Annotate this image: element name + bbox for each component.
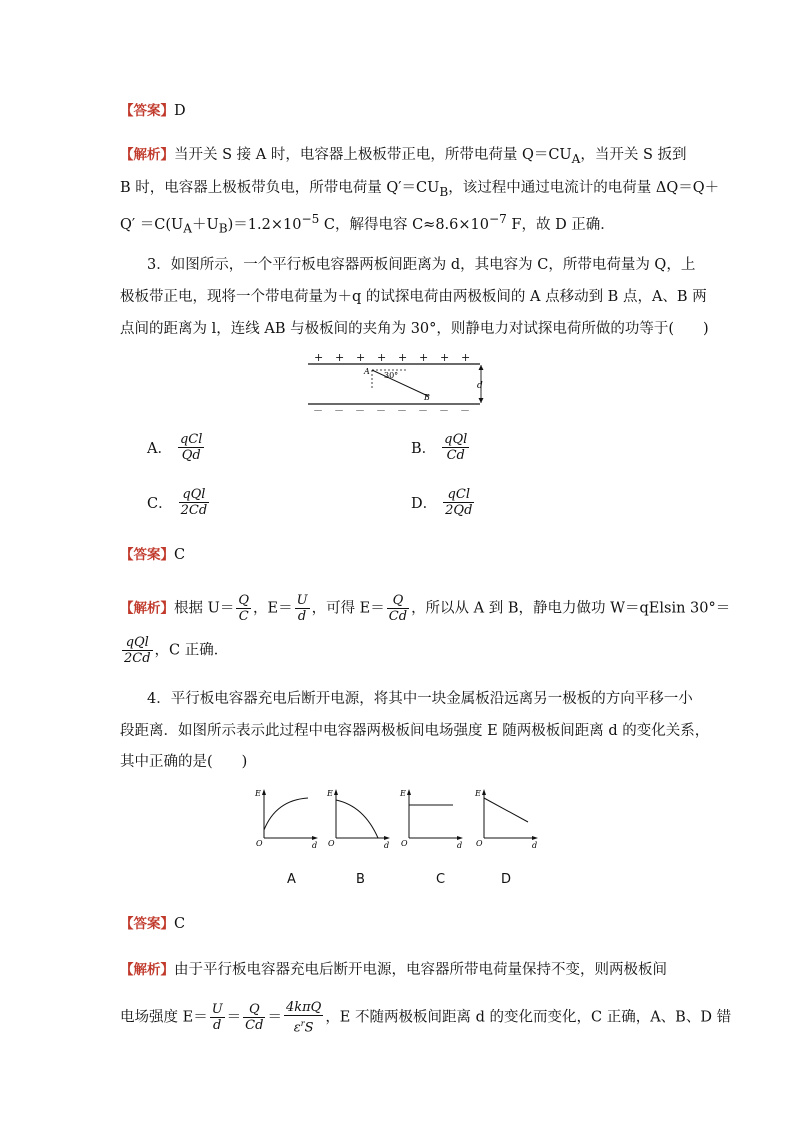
- graph-C: [397, 786, 469, 852]
- subscript: A: [571, 151, 581, 166]
- y-arrow: [407, 789, 411, 795]
- text: 根据 U＝: [174, 600, 235, 617]
- q4-answer: [120, 914, 185, 934]
- q2-analysis-line-1: [120, 145, 687, 169]
- curve: [484, 798, 528, 822]
- option-label: C．: [147, 496, 173, 512]
- fraction: [210, 1002, 225, 1033]
- numerator: Q: [243, 1002, 265, 1018]
- numerator: U: [211, 1002, 223, 1018]
- curve: [336, 800, 378, 838]
- numerator: qCl: [443, 487, 474, 503]
- fraction: [122, 635, 153, 666]
- q4-stem-line-3: 其中正确的是( ): [120, 754, 248, 770]
- fraction: [295, 593, 310, 624]
- denominator: Cd: [388, 609, 408, 624]
- denominator: d: [297, 609, 307, 624]
- text: ，可得 E＝: [311, 600, 385, 617]
- origin-label: O: [401, 839, 408, 848]
- plus-sign: +: [335, 351, 345, 364]
- numerator: Q: [238, 593, 250, 608]
- numerator: qCl: [179, 432, 203, 447]
- q4-analysis-line-1: [120, 960, 667, 980]
- analysis-tag: 【解析】: [120, 962, 174, 978]
- option-B: [411, 432, 471, 463]
- fraction: [179, 487, 210, 518]
- denominator: 2Qd: [445, 503, 473, 518]
- q2-answer: [120, 101, 186, 121]
- answer-value: C: [174, 916, 186, 932]
- y-arrow: [334, 789, 338, 795]
- text: 当开关 S 接 A 时，电容器上极板带正电，所带电荷量 Q＝CU: [174, 147, 572, 163]
- fraction: [284, 1000, 323, 1035]
- text: B 时，电容器上极板带负电，所带电荷量 Q′＝CU: [120, 180, 440, 196]
- capacitor-figure: [300, 348, 500, 416]
- plus-sign: +: [398, 351, 408, 364]
- graph-B: [324, 786, 396, 852]
- text: ，所以从 A 到 B，静电力做功 W＝qElsin 30°＝: [411, 600, 731, 617]
- origin-label: O: [256, 839, 263, 848]
- angle-label: 30°: [384, 371, 399, 380]
- option-label: A．: [147, 441, 172, 457]
- curve: [264, 798, 308, 830]
- q3-analysis-line-1: [120, 593, 730, 624]
- q3-answer: [120, 545, 185, 565]
- origin-label: O: [328, 839, 335, 848]
- axis-label-E: E: [475, 789, 481, 798]
- denominator: [284, 1016, 323, 1035]
- text: 由于平行板电容器充电后断开电源，电容器所带电荷量保持不变，则两极板间: [174, 962, 667, 978]
- answer-tag: 【答案】: [120, 916, 174, 932]
- q3-analysis-line-2: [120, 635, 228, 666]
- fraction: [243, 1002, 265, 1033]
- equals: ＝: [226, 1009, 242, 1026]
- arrow-head-up: [479, 365, 484, 370]
- numerator: qQl: [122, 635, 153, 651]
- q3-stem-line-1: 3．如图所示，一个平行板电容器两板间距离为 d，其电容为 C，所带电荷量为 Q，上: [147, 257, 696, 273]
- analysis-tag: 【解析】: [120, 600, 174, 617]
- subscript: A: [183, 221, 192, 236]
- denominator: 2Cd: [180, 503, 208, 518]
- label-d: d: [477, 381, 483, 391]
- subscript: B: [218, 221, 228, 236]
- option-C: [147, 487, 211, 518]
- answer-value: D: [174, 103, 186, 119]
- epsilon: ε: [293, 1020, 301, 1036]
- axis-label-E: E: [255, 789, 261, 798]
- minus-sign: －: [376, 406, 386, 416]
- superscript: r: [300, 1019, 305, 1028]
- origin-label: O: [476, 839, 483, 848]
- plus-sign: +: [440, 351, 450, 364]
- label-B: B: [424, 393, 430, 402]
- denominator: 2Cd: [124, 651, 151, 666]
- text: F，故 D 正确．: [506, 216, 615, 233]
- area-symbol: S: [304, 1020, 314, 1036]
- fraction: [178, 432, 204, 463]
- text: ，E＝: [253, 600, 293, 617]
- axis-label-d: d: [457, 841, 463, 850]
- q3-stem-line-2: 极板带正电，现将一个带电荷量为＋q 的试探电荷由两极板间的 A 点移动到 B 点，A、B 两: [120, 289, 707, 305]
- axis-label-d: d: [532, 841, 538, 850]
- segment-AB: [372, 370, 428, 396]
- x-arrow: [532, 836, 538, 840]
- label-A: A: [364, 367, 370, 376]
- denominator: Cd: [446, 448, 465, 463]
- fraction: [442, 432, 469, 463]
- analysis-tag: 【解析】: [120, 147, 174, 163]
- text: ＋U: [192, 216, 219, 233]
- graph-caption-A: A: [287, 872, 296, 887]
- y-arrow: [262, 789, 266, 795]
- q4-analysis-line-2: [120, 1000, 731, 1035]
- exponent: −7: [488, 212, 507, 226]
- text: ，该过程中通过电流计的电荷量 ΔQ＝Q＋: [448, 180, 720, 196]
- graph-A: [252, 786, 324, 852]
- plus-sign: +: [377, 351, 387, 364]
- axis-label-d: d: [384, 841, 390, 850]
- text: ，C 正确．: [154, 642, 229, 659]
- minus-sign: －: [418, 406, 428, 416]
- plus-sign: +: [356, 351, 366, 364]
- graph-caption-C: C: [436, 872, 446, 887]
- graph-caption-B: B: [356, 872, 365, 887]
- denominator: d: [213, 1018, 222, 1034]
- numerator: Q: [387, 593, 409, 609]
- axis-label-E: E: [400, 789, 406, 798]
- text: 电场强度 E＝: [120, 1009, 208, 1026]
- option-A: [147, 432, 206, 463]
- plus-sign: +: [461, 351, 471, 364]
- minus-sign: －: [355, 406, 365, 416]
- equals: ＝: [267, 1009, 282, 1026]
- arrow-head-down: [479, 398, 484, 403]
- text: C，解得电容 C≈8.6×10: [319, 216, 489, 233]
- axis-label-E: E: [327, 789, 333, 798]
- numerator: qQl: [179, 487, 210, 503]
- option-label: B．: [411, 441, 437, 457]
- text: Q′ ＝C(U: [120, 216, 184, 233]
- text: ，当开关 S 扳到: [580, 147, 687, 163]
- minus-sign: －: [334, 406, 344, 416]
- x-arrow: [312, 836, 318, 840]
- denominator: Cd: [245, 1018, 264, 1034]
- subscript: B: [439, 184, 449, 199]
- x-arrow: [384, 836, 390, 840]
- graph-caption-D: D: [501, 872, 512, 887]
- text: )＝1.2×10: [227, 216, 302, 233]
- minus-sign: －: [439, 406, 449, 416]
- minus-sign: －: [397, 406, 407, 416]
- numerator: 4kπQ: [285, 1000, 322, 1015]
- q3-stem-line-3: 点间的距离为 l，连线 AB 与极板间的夹角为 30°，则静电力对试探电荷所做的功等于( ): [120, 321, 709, 337]
- denominator: Qd: [181, 448, 201, 463]
- minus-sign: －: [313, 406, 323, 416]
- exponent: −5: [301, 212, 320, 226]
- numerator: qQl: [444, 432, 468, 447]
- plus-sign: +: [419, 351, 429, 364]
- numerator: U: [296, 593, 308, 608]
- q4-stem-line-1: 4．平行板电容器充电后断开电源，将其中一块金属板沿远离另一极板的方向平移一小: [147, 691, 693, 707]
- answer-tag: 【答案】: [120, 547, 174, 563]
- axis-label-d: d: [312, 841, 318, 850]
- q4-stem-line-2: 段距离．如图所示表示此过程中电容器两极板间电场强度 E 随两极板间距离 d 的变化关系，: [120, 723, 710, 739]
- plus-sign: +: [314, 351, 324, 364]
- fraction: [443, 487, 474, 518]
- graph-D: [472, 786, 544, 852]
- answer-value: C: [174, 547, 186, 563]
- x-arrow: [457, 836, 463, 840]
- option-D: [411, 487, 476, 518]
- q2-analysis-line-2: [120, 178, 719, 202]
- q2-analysis-line-3: [120, 209, 615, 239]
- fraction: [387, 593, 409, 624]
- answer-tag: 【答案】: [120, 103, 174, 119]
- fraction: [236, 593, 251, 624]
- y-arrow: [482, 789, 486, 795]
- denominator: C: [238, 609, 249, 624]
- text: ，E 不随两极板间距离 d 的变化而变化，C 正确，A、B、D 错: [325, 1009, 732, 1026]
- option-label: D．: [411, 496, 438, 512]
- minus-sign: －: [460, 406, 470, 416]
